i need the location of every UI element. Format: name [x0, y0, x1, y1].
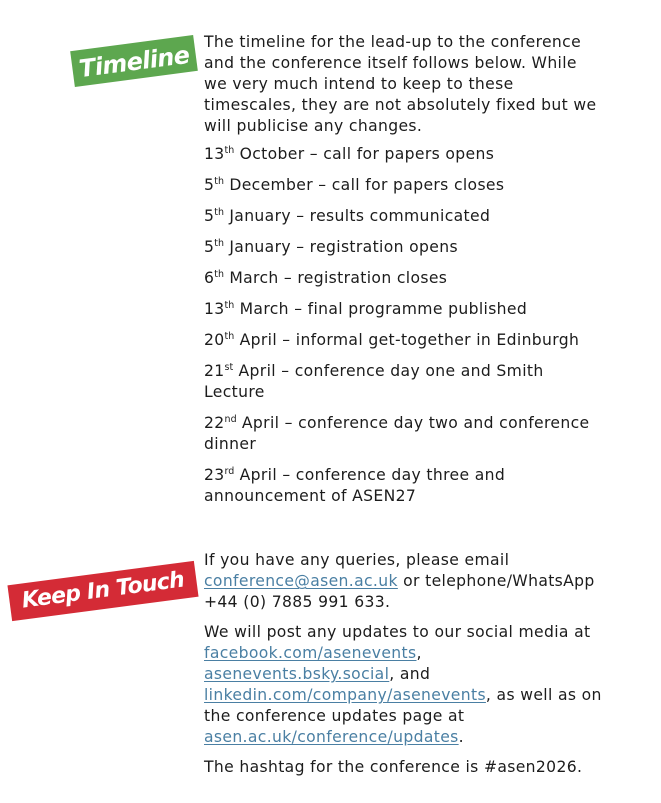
timeline-item-day: 6 [204, 269, 215, 287]
timeline-item-day: 23 [204, 466, 225, 484]
facebook-link[interactable]: facebook.com/asenevents [204, 644, 417, 662]
timeline-item-text: December – call for papers closes [224, 176, 505, 194]
timeline-item-suffix: st [224, 362, 234, 373]
contact-section [204, 550, 604, 787]
timeline-item-suffix: th [224, 331, 235, 342]
timeline-item-day: 13 [204, 145, 225, 163]
timeline-item [204, 361, 604, 403]
timeline-item-text: April – conference day one and Smith Lecture [204, 362, 544, 401]
bluesky-link[interactable]: asenevents.bsky.social [204, 665, 390, 683]
social-intro-text: We will post any updates to our social media at [204, 623, 591, 641]
timeline-item-day: 5 [204, 238, 215, 256]
contact-queries-paragraph [204, 550, 604, 613]
hashtag-paragraph: The hashtag for the conference is #asen2026. [204, 758, 583, 776]
timeline-heading-tag: Timeline [70, 35, 198, 87]
timeline-item [204, 299, 604, 320]
timeline-item-day: 5 [204, 176, 215, 194]
timeline-item [204, 175, 604, 196]
timeline-item-suffix: th [214, 176, 225, 187]
contact-queries-text: If you have any queries, please email [204, 551, 510, 569]
timeline-intro: The timeline for the lead-up to the conference and the conference itself follows below. While we very much intend to keep to these timescales, they are not absolutely fixed but we will publicise any changes. [204, 33, 597, 135]
timeline-item-text: January – results communicated [224, 207, 491, 225]
timeline-item-text: March – final programme published [234, 300, 528, 318]
timeline-item-suffix: th [214, 207, 225, 218]
timeline-item [204, 237, 604, 258]
updates-page-link[interactable]: asen.ac.uk/conference/updates [204, 728, 459, 746]
timeline-item-suffix: th [214, 238, 225, 249]
timeline-item-day: 13 [204, 300, 225, 318]
and-text: , and [389, 665, 431, 683]
timeline-item [204, 330, 604, 351]
timeline-item-suffix: nd [224, 414, 237, 425]
contact-phone-text: or telephone/WhatsApp +44 (0) 7885 991 633. [204, 572, 595, 611]
timeline-item [204, 465, 604, 507]
email-link[interactable]: conference@asen.ac.uk [204, 572, 398, 590]
timeline-item [204, 144, 604, 165]
timeline-list [204, 144, 604, 507]
timeline-item [204, 206, 604, 227]
timeline-item-text: March – registration closes [224, 269, 448, 287]
timeline-item-suffix: th [224, 145, 235, 156]
comma-text: , [416, 644, 422, 662]
timeline-item-suffix: rd [224, 466, 235, 477]
timeline-item-text: April – informal get-together in Edinburgh [234, 331, 580, 349]
timeline-item [204, 268, 604, 289]
timeline-item-day: 21 [204, 362, 225, 380]
timeline-item-day: 22 [204, 414, 225, 432]
timeline-item-text: April – conference day three and announcement of ASEN27 [204, 466, 506, 505]
timeline-item-suffix: th [214, 269, 225, 280]
timeline-item-day: 5 [204, 207, 215, 225]
timeline-item-text: October – call for papers opens [234, 145, 495, 163]
period-text: . [458, 728, 464, 746]
timeline-item-text: January – registration opens [224, 238, 458, 256]
social-media-paragraph [204, 622, 604, 748]
timeline-item-suffix: th [224, 300, 235, 311]
timeline-item-text: April – conference day two and conference dinner [204, 414, 590, 453]
timeline-item [204, 413, 604, 455]
timeline-item-day: 20 [204, 331, 225, 349]
linkedin-link[interactable]: linkedin.com/company/asenevents [204, 686, 486, 704]
timeline-section [204, 32, 604, 517]
keep-in-touch-heading-tag: Keep In Touch [7, 561, 198, 621]
updates-intro-text: , as well as on the conference updates page at [204, 686, 602, 725]
